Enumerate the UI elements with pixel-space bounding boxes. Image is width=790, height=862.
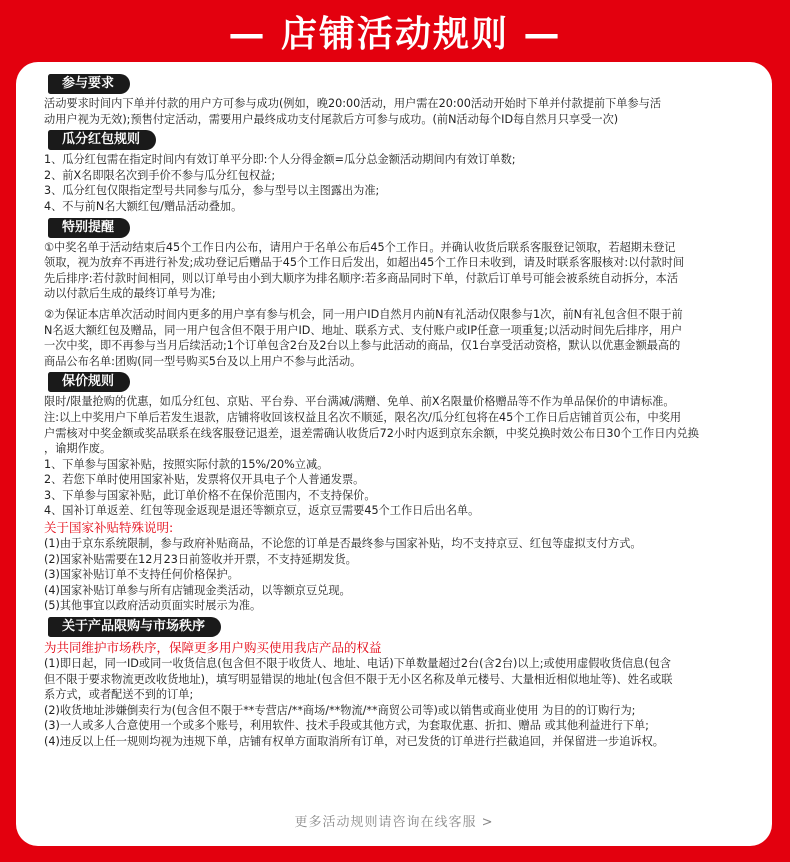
text-line: 1、瓜分红包需在指定时间内有效订单平分即:个人分得金额=瓜分总金额活动期间内有效订单数; [44,153,516,167]
text-line: 领取，视为放弃不再进行补发;成功登记后赠品于45个工作日后发出，如超出45个工作日未收到，请及时联系客服核对:以付款时间 [44,256,685,270]
text-line: 4、不与前N名大额红包/赠品活动叠加。 [44,199,243,213]
text-line: 一次中奖，即不再参与当月后续活动;1个订单包含2台及2台以上参与此活动的商品，仅1台享受活动资格，默认以优惠金额最高的 [44,339,681,353]
text-line: 动用户视为无效);预售付定活动，需要用户最终成功支付尾款后方可参与成功。(前N活动每个ID每自然月只享受一次) [44,112,619,126]
section-price-protection [44,370,750,614]
section-title-price-protection: 保价规则 [48,372,130,392]
text-line: 动以付款后生成的最终订单号为准; [44,287,216,301]
text-line: 4、国补订单返差、红包等现金返现是退还等额京豆，返京豆需要45个工作日后出名单。 [44,504,480,518]
text-line: ②为保证本店单次活动时间内更多的用户享有参与机会，同一用户ID自然月内前N有礼活动仅限参与1次，前N有礼包含但不限于前 [44,307,683,321]
text-line: 3、瓜分红包仅限指定型号共同参与瓜分，参与型号以主图露出为准; [44,184,380,198]
more-rules-link[interactable]: 更多活动规则请咨询在线客服 > [294,815,494,830]
text-line: (2)国家补贴需要在12月23日前签收并开票，不支持延期发货。 [44,552,357,566]
text-line: 先后排序:若付款时间相同，则以订单号由小到大顺序为排名顺序:若多商品同时下单，付款后订单号可能会被系统自动拆分，本活 [44,271,679,285]
text-line: 3、下单参与国家补贴，此订单价格不在保价范围内，不支持保价。 [44,488,376,502]
section-title-special-reminder: 特别提醒 [48,218,130,238]
text-line: (3)一人或多人合意使用一个或多个账号，利用软件、技术手段或其他方式，为套取优惠、折扣、赠品 或其他利益进行下单; [44,719,649,733]
text-line: 2、前X名即限名次到手价不参与瓜分红包权益; [44,168,276,182]
text-line: (1)即日起，同一ID或同一收货信息(包含但不限于收货人、地址、电话)下单数量超过2台(含2台)以上;或使用虚假收货信息(包含 [44,657,671,671]
text-line: (3)国家补贴订单不支持任何价格保护。 [44,568,239,582]
section-participation [44,72,750,127]
text-line: 商品公布名单:团购(同一型号购买5台及以上用户不参与此活动。 [44,354,362,368]
text-line: (2)收货地址涉嫌倒卖行为(包含但不限于**专营店/**商场/**物流/**商贸公司等)或以销售或商业使用 为目的的订购行为; [44,703,636,717]
text-line: 2、若您下单时使用国家补贴，发票将仅开具电子个人普通发票。 [44,473,365,487]
text-line: 注:以上中奖用户下单后若发生退款，店铺将收回该权益且名次不顺延，限名次/瓜分红包将在45个工作日后店铺首页公布，中奖用 [44,410,682,424]
rules-card [16,62,772,846]
market-order-subtitle: 为共同维护市场秩序，保障更多用户购买使用我店产品的权益 [44,640,382,656]
section-title-participation: 参与要求 [48,74,130,94]
text-line: ①中奖名单于活动结束后45个工作日内公布，请用户于名单公布后45个工作日。并确认收货后联系客服登记领取，若超期未登记 [44,240,676,254]
subsidy-subtitle: 关于国家补贴特殊说明: [44,520,174,536]
section-red-packet [44,128,750,214]
text-line: (4)国家补贴订单参与所有店铺现金类活动，以等额京豆兑现。 [44,583,351,597]
text-line: (4)违反以上任一规则均视为违规下单，店铺有权单方面取消所有订单，对已发货的订单进行拦截追回，并保留进一步追诉权。 [44,735,664,748]
text-line: (5)其他事宜以政府活动页面实时展示为准。 [44,599,262,613]
text-line: 户需核对中奖金额或奖品联系在线客服登记退差，退差需确认收货后72小时内返到京东余额，中奖兑换时效公布日30个工作日内兑换 [44,426,699,440]
text-line: 活动要求时间内下单并付款的用户方可参与成功(例如，晚20:00活动，用户需在20:00活动开始时下单并付款提前下单参与活 [44,97,662,110]
text-line: 但不限于要求物流更改收货地址)，填写明显错误的地址(包含但不限于无小区名称及单元楼号、大量相近相似地址等)、姓名或联 [44,672,673,686]
text-line: 限时/限量抢购的优惠，如瓜分红包、京贴、平台券、平台满减/满赠、免单、前X名限量价格赠品等不作为单品保价的申请标准。 [44,395,675,409]
section-purchase-limit [44,615,750,750]
text-line: 1、下单参与国家补贴，按照实际付款的15%/20%立减。 [44,457,329,471]
text-line: 系方式，或者配送不到的订单; [44,688,194,702]
page-title: — 店铺活动规则 — [228,13,562,55]
section-special-reminder [44,216,750,370]
section-title-red-packet: 瓜分红包规则 [48,130,156,150]
text-line: N名返大额红包及赠品，同一用户包含但不限于用户ID、地址、联系方式、支付账户或IP任意一项重复;以活动时间先后排序，用户 [44,323,683,337]
section-title-purchase-limit: 关于产品限购与市场秩序 [48,617,221,637]
text-line: ，谕期作废。 [44,442,112,456]
text-line: (1)由于京东系统限制，参与政府补贴商品，不论您的订单是否最终参与国家补贴，均不支持京豆、红包等虚拟支付方式。 [44,537,642,551]
